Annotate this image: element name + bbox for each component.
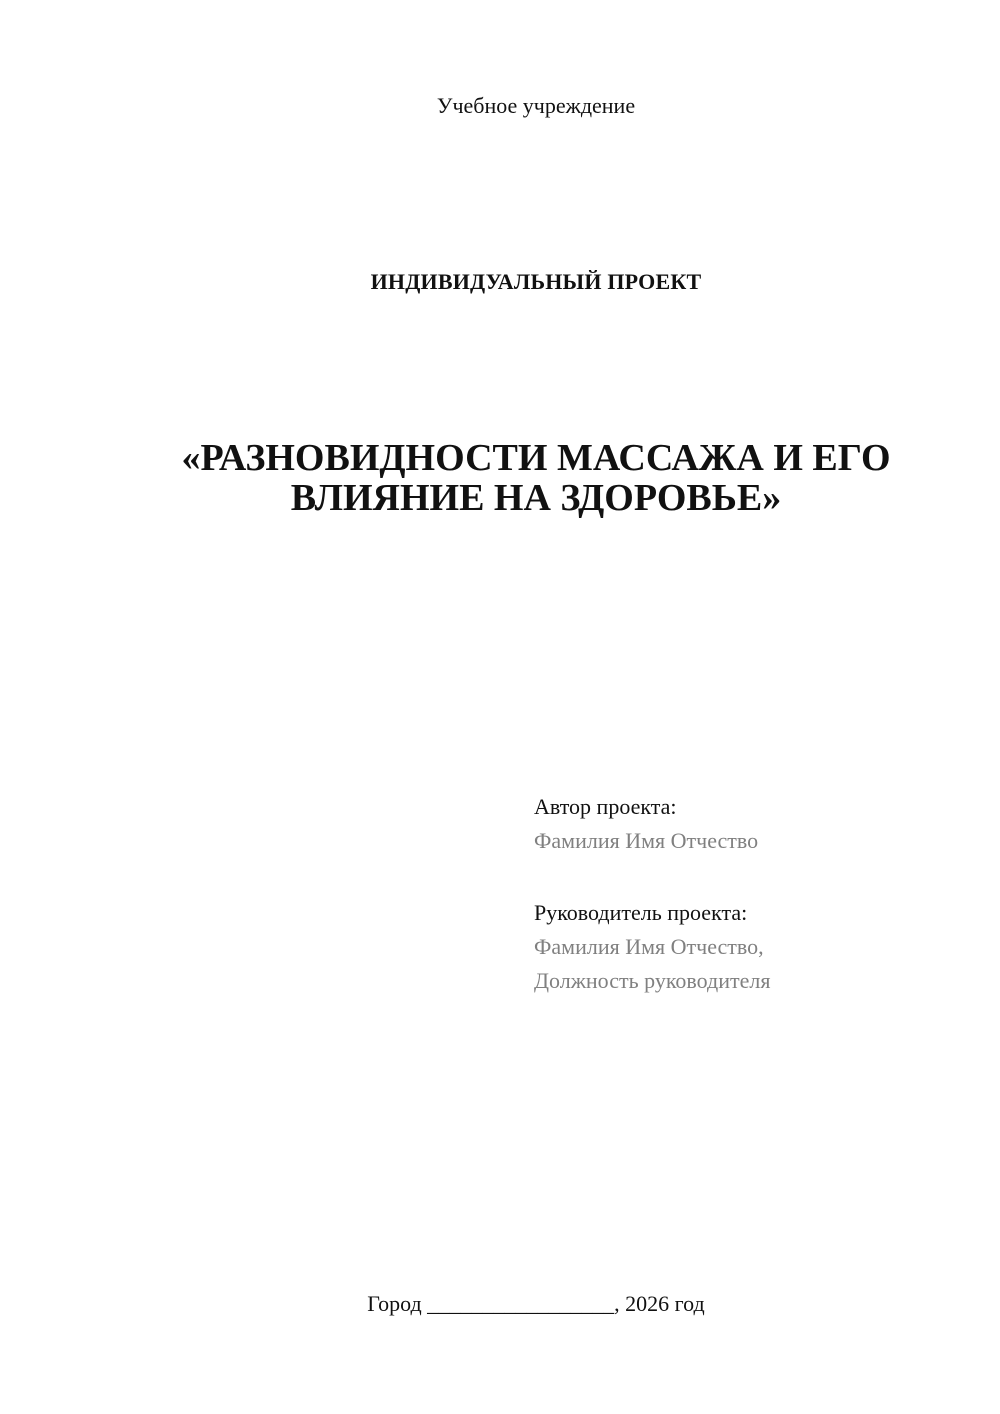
project-title-line-2: ВЛИЯНИЕ НА ЗДОРОВЬЕ» bbox=[290, 477, 782, 519]
spacer bbox=[534, 858, 964, 896]
supervisor-label: Руководитель проекта: bbox=[534, 900, 748, 925]
project-info-block bbox=[534, 790, 964, 998]
project-type-heading: ИНДИВИДУАЛЬНЫЙ ПРОЕКТ bbox=[370, 269, 702, 294]
author-label: Автор проекта: bbox=[534, 794, 677, 819]
project-title-line-1: «РАЗНОВИДНОСТИ МАССАЖА И ЕГО bbox=[181, 437, 891, 479]
supervisor-position: Должность руководителя bbox=[534, 968, 771, 993]
city-year-footer: Город _________________, 2026 год bbox=[367, 1291, 705, 1316]
supervisor-name: Фамилия Имя Отчество, bbox=[534, 934, 764, 959]
institution-name: Учебное учреждение bbox=[436, 93, 636, 118]
author-name: Фамилия Имя Отчество bbox=[534, 828, 759, 853]
project-title bbox=[120, 438, 952, 518]
